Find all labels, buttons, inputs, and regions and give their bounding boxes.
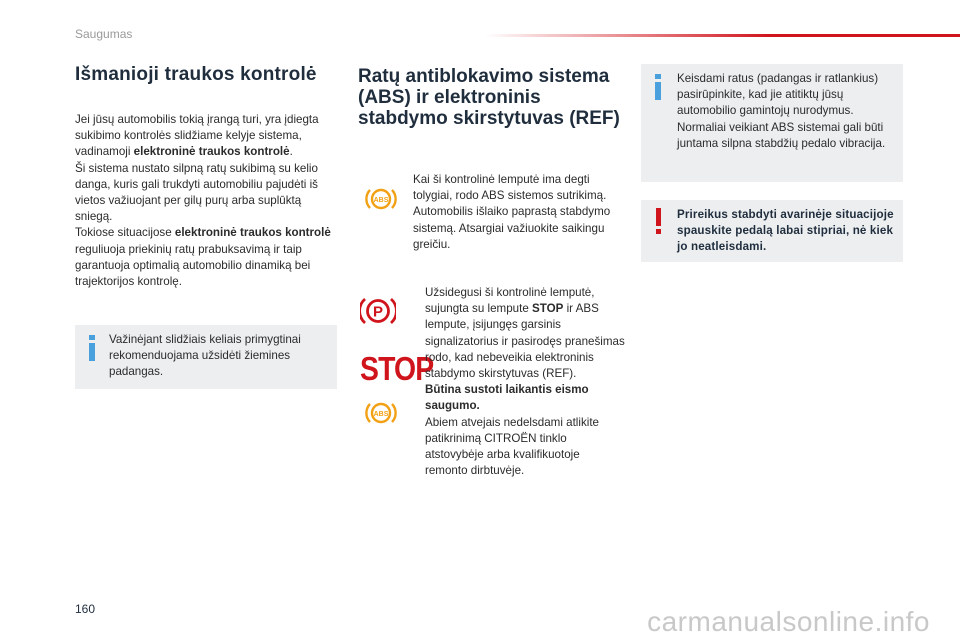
abs-warning-lamp-icon-2	[365, 398, 397, 433]
emergency-braking-warning	[641, 200, 903, 262]
brake-warning-lamp-icon	[360, 294, 396, 333]
svg-text:ABS: ABS	[373, 411, 389, 418]
p3-c: reguliuoja priekinių ratų prabuksavimą ir taip garantuoja optimalią automobilio dinamiką bei trajektorijos kontrolę.	[75, 242, 311, 289]
ref-failure-description	[425, 285, 625, 479]
p1-a: Jei jūsų automobilis tokią įrangą turi, yra įdiegta sukibimo kontrolės slidžiame kelyje sistema, vadinamoji	[75, 113, 319, 159]
ref-text-stop: STOP	[532, 302, 564, 316]
section-label: Saugumas	[75, 27, 133, 41]
p1-b: elektroninė traukos kontrolė	[133, 145, 290, 159]
abs-warning-lamp-icon	[365, 184, 397, 219]
p2: Ši sistema nustato silpną ratų sukibimą su kelio danga, kuris gali trukdyti automobiliu pajudėti iš vietos važiuojant per gilų purų arba suplūktą sniegą.	[75, 161, 318, 224]
ref-text-a: Užsidegusi ši kontrolinė lemputė, sujungta su lempute	[425, 286, 595, 316]
stop-warning-lamp-icon: STOP	[360, 350, 434, 387]
winter-tyre-note-text: Važinėjant slidžiais keliais primygtinai rekomenduojama užsidėti žiemines padangas.	[109, 333, 301, 379]
p1-c: .	[289, 145, 293, 159]
p3-a: Tokiose situacijose	[75, 226, 175, 240]
ref-text-end: Abiem atvejais nedelsdami atlikite patikrinimą CITROËN tinklo atstovybėje arba kvalifikuotoje remonto dirbtuvėje.	[425, 415, 599, 478]
traction-control-heading: Išmanioji traukos kontrolė	[75, 64, 317, 85]
wheel-change-line-1: Keisdami ratus (padangas ir ratlankius) pasirūpinkite, kad jie atitiktų jūsų automobilio gamintojų nurodymus.	[677, 72, 879, 118]
wheel-change-note	[641, 64, 903, 182]
watermark: carmanualsonline.info	[647, 606, 930, 637]
abs-lamp-text-2: Automobilis išlaiko paprastą stabdymo sistemą. Atsargiai važiuokite saikingu greičiu.	[413, 205, 611, 251]
svg-text:ABS: ABS	[373, 197, 389, 204]
abs-lamp-text: Kai ši kontrolinė lemputė ima degti tolygiai, rodo ABS sistemos sutrikimą.	[413, 173, 607, 203]
p3-b: elektroninė traukos kontrolė	[174, 226, 331, 240]
abs-lamp-description	[413, 172, 623, 253]
header-accent-rule	[485, 34, 960, 37]
svg-text:P: P	[372, 303, 384, 321]
wheel-change-line-2: Normaliai veikiant ABS sistemai gali būti juntama silpna stabdžių pedalo vibracija.	[677, 120, 886, 150]
emergency-braking-warning-text: Prireikus stabdyti avarinėje situacijoje spauskite pedalą labai stipriai, nė kiek jo neatleisdami.	[677, 208, 894, 254]
page-number: 160	[75, 602, 96, 616]
abs-ref-heading: Ratų antiblokavimo sistema (ABS) ir elektroninis stabdymo skirstytuvas (REF)	[358, 66, 620, 129]
wheel-change-note-text	[677, 71, 899, 152]
traction-control-text	[75, 112, 337, 290]
winter-tyre-note	[75, 325, 337, 389]
ref-text-c: ir ABS lempute, įsijungęs garsinis signalizatorius ir pasirodęs pranešimas rodo, kad nebeveikia elektroninis stabdymo skirstytuvas (REF).	[425, 302, 625, 381]
ref-text-bold: Būtina sustoti laikantis eismo saugumo.	[425, 383, 589, 413]
